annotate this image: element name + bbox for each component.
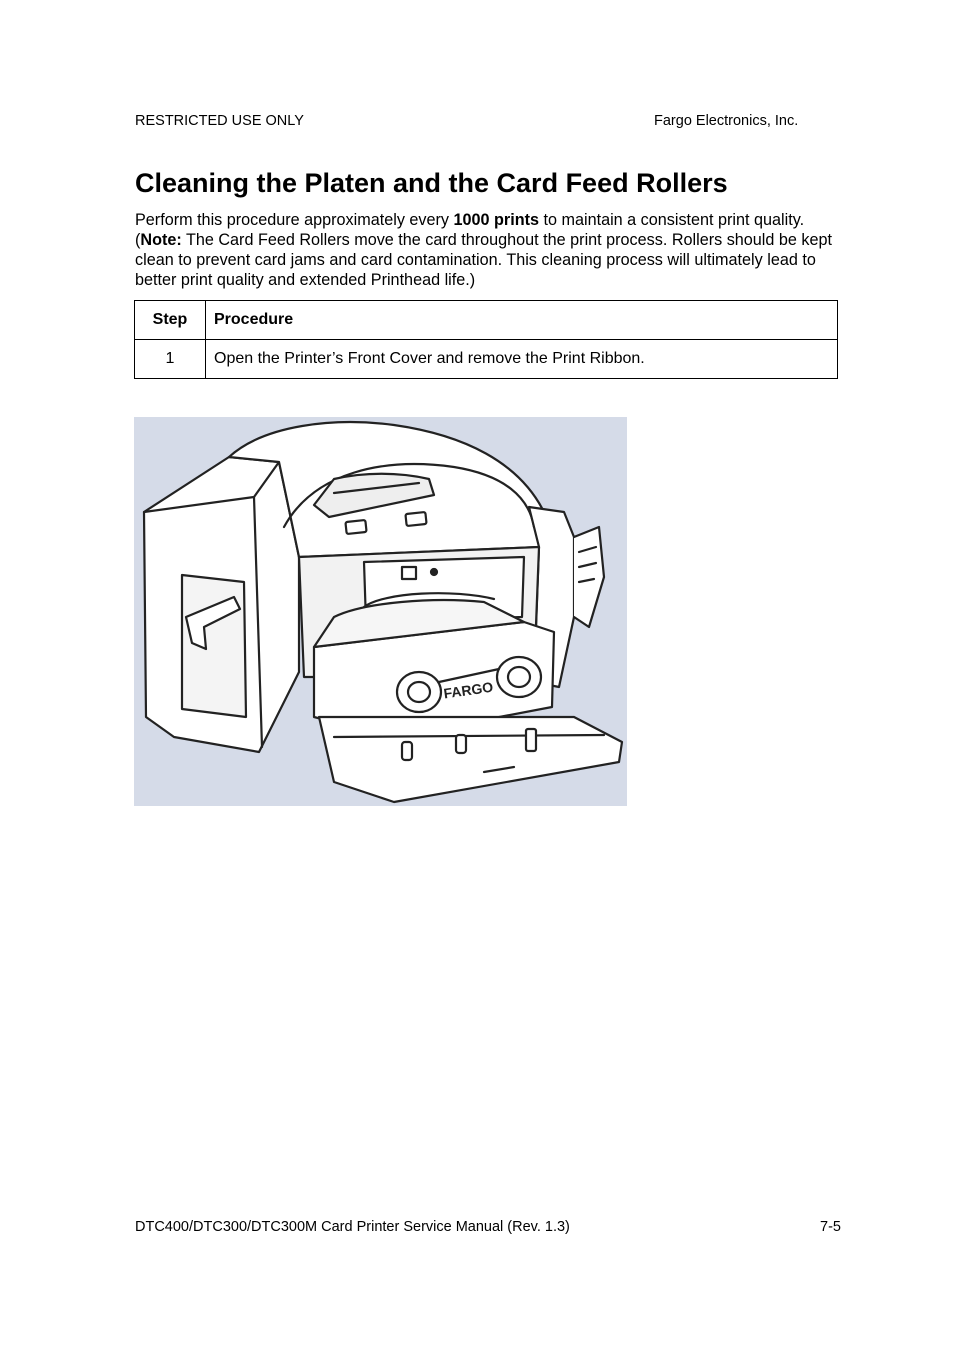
header-step: Step — [135, 301, 206, 340]
intro-text-1: Perform this procedure approximately every — [135, 211, 454, 229]
header-company: Fargo Electronics, Inc. — [654, 113, 799, 129]
control-button-right — [405, 512, 426, 526]
footer-manual-title: DTC400/DTC300/DTC300M Card Printer Service Manual (Rev. 1.3) — [135, 1219, 570, 1235]
step-procedure: Open the Printer’s Front Cover and remove the Print Ribbon. — [206, 340, 838, 379]
footer-page-number: 7-5 — [820, 1219, 841, 1235]
procedure-table — [134, 300, 838, 379]
printer-drawing — [134, 417, 627, 806]
front-cover-door — [319, 717, 622, 802]
intro-paragraph — [135, 210, 847, 290]
intro-text-2: to maintain a consistent print quality. ( — [135, 211, 805, 249]
control-button-left — [345, 520, 366, 534]
cartridge-logo: FARGO — [442, 678, 495, 702]
card-output-slot — [182, 575, 246, 717]
table-row — [135, 340, 838, 379]
header-procedure: Procedure — [206, 301, 838, 340]
header-restricted: RESTRICTED USE ONLY — [135, 113, 304, 129]
table-header-row — [135, 301, 838, 340]
intro-text-3: The Card Feed Rollers move the card throughout the print process. Rollers should be kept clean to prevent card jams and card contamination. This cleaning process will ultimately lead to better print quality and extended Printhead life.) — [135, 231, 833, 289]
intro-bold-prints: 1000 prints — [453, 211, 539, 229]
printer-illustration — [134, 417, 627, 806]
step-number: 1 — [135, 340, 206, 379]
page-title: Cleaning the Platen and the Card Feed Rollers — [135, 168, 728, 198]
intro-bold-note: Note: — [140, 231, 182, 249]
